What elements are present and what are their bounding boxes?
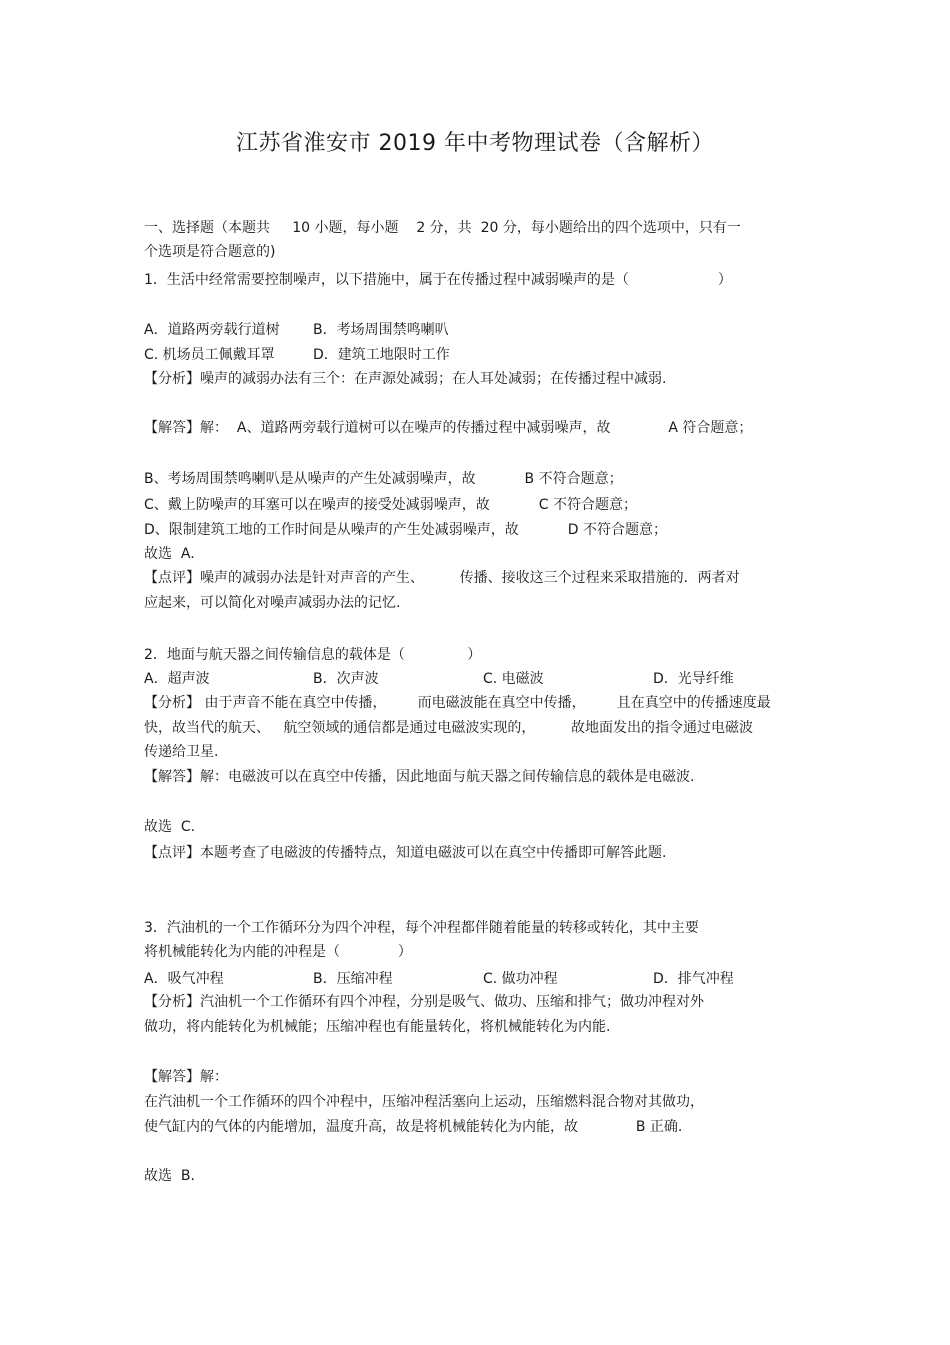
q1-option-b: B．考场周围禁鸣喇叭 [313, 322, 449, 338]
q3-stem-line2: 将机械能转化为内能的冲程是（ ） [144, 944, 412, 960]
q3-option-d: D．排气冲程 [653, 971, 734, 987]
q2-option-b: B．次声波 [313, 671, 379, 687]
q1-answer-line3: C、戴上防噪声的耳塞可以在噪声的接受处减弱噪声，故 C 不符合题意； [144, 497, 637, 513]
q1-comment-line1: 【点评】噪声的减弱办法是针对声音的产生、 传播、接收这三个过程来采取措施的．两者对 [144, 570, 740, 586]
q3-analysis-line1: 【分析】汽油机一个工作循环有四个冲程，分别是吸气、做功、压缩和排气；做功冲程对外 [144, 994, 704, 1010]
q3-analysis-line2: 做功，将内能转化为机械能；压缩冲程也有能量转化，将机械能转化为内能. [144, 1019, 611, 1035]
q2-choice: 故选 C. [144, 819, 196, 835]
q2-comment: 【点评】本题考查了电磁波的传播特点，知道电磁波可以在真空中传播即可解答此题. [144, 845, 667, 861]
q1-option-a: A．道路两旁载行道树 [144, 322, 280, 338]
q3-stem-line1: 3．汽油机的一个工作循环分为四个冲程，每个冲程都伴随着能量的转移或转化，其中主要 [144, 920, 699, 936]
q1-option-d: D．建筑工地限时工作 [313, 347, 450, 363]
q3-answer-line2: 使气缸内的气体的内能增加，温度升高，故是将机械能转化为内能，故 B 正确. [144, 1119, 683, 1135]
q2-stem: 2．地面与航天器之间传输信息的载体是（ ） [144, 647, 482, 663]
q1-answer-line4: D、限制建筑工地的工作时间是从噪声的产生处减弱噪声，故 D 不符合题意； [144, 522, 667, 538]
q2-option-a: A．超声波 [144, 671, 210, 687]
section-heading-line2: 个选项是符合题意的) [144, 244, 276, 260]
q2-option-d: D．光导纤维 [653, 671, 734, 687]
q3-option-c: C. 做功冲程 [483, 971, 558, 987]
q1-answer-line2: B、考场周围禁鸣喇叭是从噪声的产生处减弱噪声，故 B 不符合题意； [144, 471, 623, 487]
q3-answer-head: 【解答】解： [144, 1069, 228, 1085]
q2-analysis-line2: 快，故当代的航天、 航空领域的通信都是通过电磁波实现的， 故地面发出的指令通过电磁波 [144, 720, 753, 736]
q1-choice: 故选 A. [144, 546, 195, 562]
q3-option-b: B．压缩冲程 [313, 971, 393, 987]
section-heading-line1: 一、选择题（本题共 10 小题，每小题 2 分，共 20 分，每小题给出的四个选项中，只有一 [144, 220, 741, 236]
q3-answer-line1: 在汽油机一个工作循环的四个冲程中，压缩冲程活塞向上运动，压缩燃料混合物对其做功， [144, 1094, 704, 1110]
q1-comment-line2: 应起来，可以简化对噪声减弱办法的记忆. [144, 595, 401, 611]
q1-analysis: 【分析】噪声的减弱办法有三个：在声源处减弱；在人耳处减弱；在传播过程中减弱. [144, 371, 667, 387]
q3-choice: 故选 B. [144, 1168, 195, 1184]
q1-stem: 1．生活中经常需要控制噪声，以下措施中，属于在传播过程中减弱噪声的是（ ） [144, 272, 732, 288]
q1-option-c: C. 机场员工佩戴耳罩 [144, 347, 275, 363]
q2-option-c: C. 电磁波 [483, 671, 544, 687]
q3-option-a: A．吸气冲程 [144, 971, 224, 987]
q1-answer-line1: 【解答】解： A、道路两旁载行道树可以在噪声的传播过程中减弱噪声，故 A 符合题意； [144, 420, 753, 436]
q2-answer: 【解答】解：电磁波可以在真空中传播，因此地面与航天器之间传输信息的载体是电磁波. [144, 769, 695, 785]
page-title: 江苏省淮安市 2019 年中考物理试卷（含解析） [236, 131, 714, 156]
q2-analysis-line3: 传递给卫星. [144, 744, 219, 760]
q2-analysis-line1: 【分析】 由于声音不能在真空中传播， 而电磁波能在真空中传播， 且在真空中的传播速度最 [144, 695, 771, 711]
